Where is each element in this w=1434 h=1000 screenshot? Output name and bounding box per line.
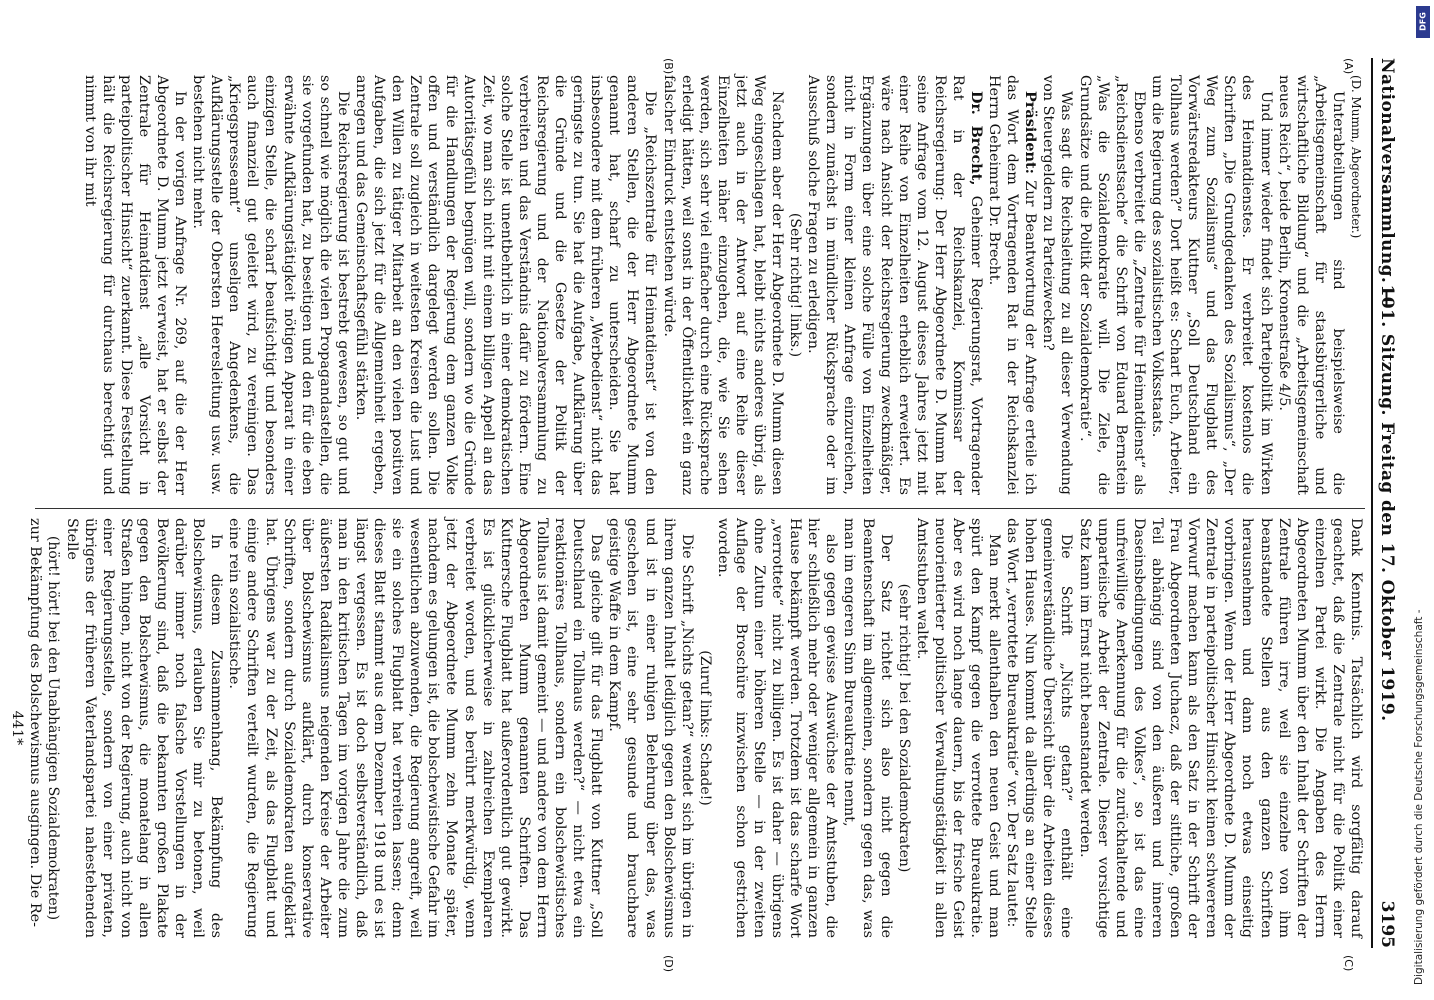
paragraph: In der vorigen Anfrage Nr. 269, auf die der Herr Abgeordnete D. Mumm jetzt verweist, hat er selbst der Zentrale für Heimatdienst „alle Vorsicht in parteipolitischer Hinsicht“ zuerkannt. Diese Feststellung hält die Reichsregierung für durchaus berechtigt und nimmt von ihr mit — [81, 75, 188, 495]
left-column — [35, 75, 1365, 495]
paragraph: Nachdem aber der Herr Abgeordnete D. Mumm diesen Weg eingeschlagen hat, bleibt nichts anderes übrig, als jetzt auch in der Antwort auf eine Reihe dieser Einzelheiten näher einzugehen, die, wie Sie sehen werden, sich sehr viel einfacher durch eine Rücksprache erledigt hätten, weil sonst in der Öffentlichkeit ein ganz falscher Eindruck entstehen würde. — [660, 75, 786, 495]
brecht-statement — [804, 75, 985, 495]
paragraph: Dank Kenntnis. Tatsächlich wird sorgfältig darauf geachtet, daß die Zentrale nicht für die Politik einer einzelnen Partei wirkt. Die Angaben des Herrn Abgeordneten Mumm über den Inhalt der Schriften der Zentrale führen irre, weil sie einzelne von ihm beanstandete Stellen aus den ganzen Schriften herausnehmen und dann noch etwas einseitig vorbringen. Wenn der Herr Abgeordnete D. Mumm der Zentrale in parteipolitischer Hinsicht keinen schwereren Vorwurf machen kann als den Satz in der Schrift der Frau Abgeordneten Juchacz, daß der sittliche, großen Teil abhängig sind von den äußeren und inneren Daseinsbedingungen des Volkes“, so ist das eine unfreiwillige Anerkennung für die zurückhaltende und unparteiische Arbeit der Zentrale. Dieser vorsichtige Satz kann im Ernst nicht beanstandet werden. — [1076, 518, 1364, 938]
paragraph: Das gleiche gilt für das Flugblatt von Kuttner „Soll Deutschland ein Tollhaus werden?“ — nicht etwa ein reaktionäres Tollhaus, sondern ein bolschewistisches Tollhaus ist damit gemeint — und andere von dem Herrn Abgeordneten Mumm genannten Schriften. Das Kuttnersche Flugblatt hat außerordentlich gut gewirkt. Es ist glücklicherweise in zahlreichen Exemplaren verbreitet worden, und es berührt merkwürdig, wenn jetzt der Abgeordnete Mumm zehn Monate später, nachdem es gelungen ist, die bolschewistische Gefahr im wesentlichen abzuwenden, die Regierung angreift, weil sie ein solches Flugblatt hat verbreiten lassen; denn dieses Blatt stammt aus dem Dezember 1918 und es ist längst vergessen. Es ist doch selbstverständlich, daß man in den kritischen Tagen im vorigen Jahre die zum äußersten Radikalismus neigenden Kreise der Arbeiter über Bolschewismus aufklärt, durch konservative Schriften, sondern durch Sozialdemokraten aufgeklärt hat. Übrigens war zu der Zeit, als das Flugblatt und einige andere Schriften verteilt wurden, die Regierung eine rein sozialistische. — [226, 518, 605, 938]
sheet-signature: 441* — [9, 710, 26, 746]
paragraph: Die Schrift „Nichts getan?“ wendet sich im übrigen in ihrem ganzen Inhalt lediglich gegen den Bolschewismus und ist in einer ruhigen Belehrung über das, was geschehen ist, eine sehr gesunde und brauchbare geistige Waffe in dem Kampf. — [606, 518, 695, 938]
interjection: (sehr richtig! bei den Sozialdemokraten) — [895, 583, 912, 873]
margin-mark-a: (A) — [1342, 58, 1355, 75]
brecht-speaker: Dr. Brecht, — [968, 91, 986, 186]
interjection: (Sehr richtig! links.) — [787, 212, 804, 358]
margin-mark-c: (C) — [1342, 955, 1355, 972]
margin-mark-b: (B) — [662, 58, 675, 75]
president-speaker: Präsident: — [1022, 91, 1040, 174]
right-column — [9, 518, 1365, 938]
paragraph: Ebenso verbreitet die „Zentrale für Heimatdienst“ als „Reichsdienstsache“ die Schrift von Eduard Bernstein „Was die Sozialdemokratie will. Die Ziele, die Grundsätze und die Politik der Sozialdemokratie“. — [1076, 75, 1147, 495]
paragraph: also gegen gewisse Auswüchse der Amtsstuben, die hier schließlich mehr oder weniger allgemein in ganzen Hause bekämpft werden. Trotzdem ist das scharfe Wort „verrottete“ nicht zu billigen. Es ist daher — übrigens ohne Zutun einer höheren Stelle — in der zweiten Auflage der Broschüre inzwischen schon gestrichen worden. — [714, 518, 840, 938]
header-rule — [1371, 58, 1373, 948]
paragraph: zur Bekämpfung des Bolschewismus ausgingen. Die Re- — [27, 518, 44, 928]
interjection: (Zuruf links: Schade!) — [696, 650, 713, 806]
header-left: Nationalversammlung. — — [1377, 58, 1397, 307]
president-text: Zur Beantwortung der Anfrage erteile ich das Wort dem Vortragenden Rat in der Reichskanzlei Herrn Geheimrat Dr. Brecht. — [986, 75, 1039, 495]
interjection: (hört! hört! bei den Unabhängigen Sozialdemokraten) — [45, 535, 62, 921]
paragraph: Und immer wieder findet sich Parteipolitik im Wirken des Heimatdienstes. Er verbreitet kostenlos die Schriften „Die Grundgedanken des Sozialismus“, „Der Weg zum Sozialismus“ und das Flugblatt des Vorwärtsredakteurs Kuttner „Soll Deutschland ein Tollhaus werden?“ Dort heißt es: Schart Euch, Arbeiter, um die Regierung des sozialistischen Volksstaats. — [1148, 75, 1274, 495]
quotation: Man merkt allenthalben den neuen Geist und man spürt den Kampf gegen die verrottete Bureaukratie. Aber es wird noch lange dauern, bis der frische Geist neuorientierter politischer Verwaltungstätigkeit in allen Amtsstuben waltet. — [913, 518, 1003, 938]
column-divider — [35, 508, 1365, 509]
digitization-credit: Digitalisierung gefördert durch die Deutsche Forschungsgemeinschaft - — [1413, 609, 1425, 985]
speaker-label: (D. Mumm, Abgeordneter.) — [1349, 75, 1363, 239]
dfg-logo-text: DFG — [1418, 12, 1428, 31]
brecht-text: Geheimer Regierungsrat, Vortragender Rat in der Reichskanzlei, Kommissar der Reichsregierung: Der Herr Abgeordnete D. Mumm hat seine Anfrage vom 12. August dieses Jahres jetzt mit einer Reihe von Einzelheiten erheblich erweitert. Es wäre nach Ansicht der Reichsregierung zweckmäßiger, Ergänzungen über eine solche Fülle von Einzelheiten nicht in Form einer kleinen Anfrage einzureichen, sondern zunächst in mündlicher Rücksprache oder im Ausschuß solche Fragen zu erledigen. — [805, 75, 985, 495]
paragraph: In diesem Zusammenhang, Bekämpfung des Bolschewismus, erlauben Sie mir zu betonen, weil darüber immer noch falsche Vorstellungen in der Bevölkerung sind, daß die bekannten großen Plakate gegen den Bolschewismus, die monatelang in allen Straßen hingen, nicht von der Regierung, auch nicht von einer Regierungsstelle, sondern von einer privaten, übrigens der früheren Vaterlandspartei nahestehenden Stelle — [63, 518, 225, 938]
paragraph: Was sagt die Reichsleitung zu all dieser Verwendung von Steuergeldern zu Parteizwecken? — [1040, 75, 1075, 495]
paragraph: Die Reichsregierung ist bestrebt gewesen, so gut und so schnell wie möglich die vielen Propagandastellen, die sie vorgefunden hat, zu beseitigen und den für die eben erwähnte Aufklärungstätigkeit nötigen Apparat in einer einzigen Stelle, die scharf beaufsichtigt und besonders auch finanziell gut geleitet wird, zu vereinigen. Das „Kriegspresseamt“ unseligen Angedenkens, die Aufklärungsstelle der Obersten Heeresleitung usw. usw. bestehen nicht mehr. — [190, 75, 351, 495]
president-statement — [985, 75, 1039, 495]
dfg-logo — [1416, 6, 1430, 38]
margin-mark-d: (D) — [662, 955, 675, 973]
paragraph: Die Schrift „Nichts getan?“ enthält eine gemeinverständliche Übersicht über die Arbeiten dieses hohen Hauses. Nun kommt da allerdings an einer Stelle das Wort „verrottete Bureaukratie“ vor. Der Satz lautet: — [1004, 518, 1075, 938]
paragraph: Der Satz richtet sich also nicht gegen die Beamtenschaft im allgemeinen, sondern gegen das, was man im engeren Sinn Bureaukratie nennt, — [841, 518, 894, 938]
page-number: 3195 — [1377, 900, 1397, 948]
paragraph: Die „Reichszentrale für Heimatdienst“ ist von den anderen Stellen, die der Herr Abgeordnete Mumm genannt hat, scharf zu unterscheiden. Sie hat insbesondere mit dem früheren „Werbedienst“ nicht das geringste zu tun. Sie hat die Aufgabe, Aufklärung über die Gründe und die Gesetze der Politik der Reichsregierung und der Nationalversammlung zu verbreiten und das Verständnis dafür zu fördern. Eine solche Stelle ist unentbehrlich in einer demokratischen Zeit, wo man sich nicht mit einem billigen Appell an das Autoritätsgefühl begnügen will, sondern wo die Gründe für die Handlungen der Regierung dem ganzen Volke offen und verständlich dargelegt werden sollen. Die Zentrale soll zugleich in weitesten Kreisen die Lust und den Willen zu tätiger Mitarbeit an den vielen positiven Aufgaben, die sich jetzt für die Allgemeinheit ergeben, anregen und das Gemeinschaftsgefühl stärken. — [352, 75, 659, 495]
paragraph: Unterabteilungen sind beispielsweise die „Arbeitsgemeinschaft für staatsbürgerliche und wirtschaftliche Bildung“ und die „Arbeitsgemeinschaft neues Reich“, beide Berlin, Kronenstraße 4/5. — [1275, 75, 1346, 495]
header-center: 101. Sitzung. Freitag den 17. Oktober 1919. — [1377, 284, 1397, 722]
